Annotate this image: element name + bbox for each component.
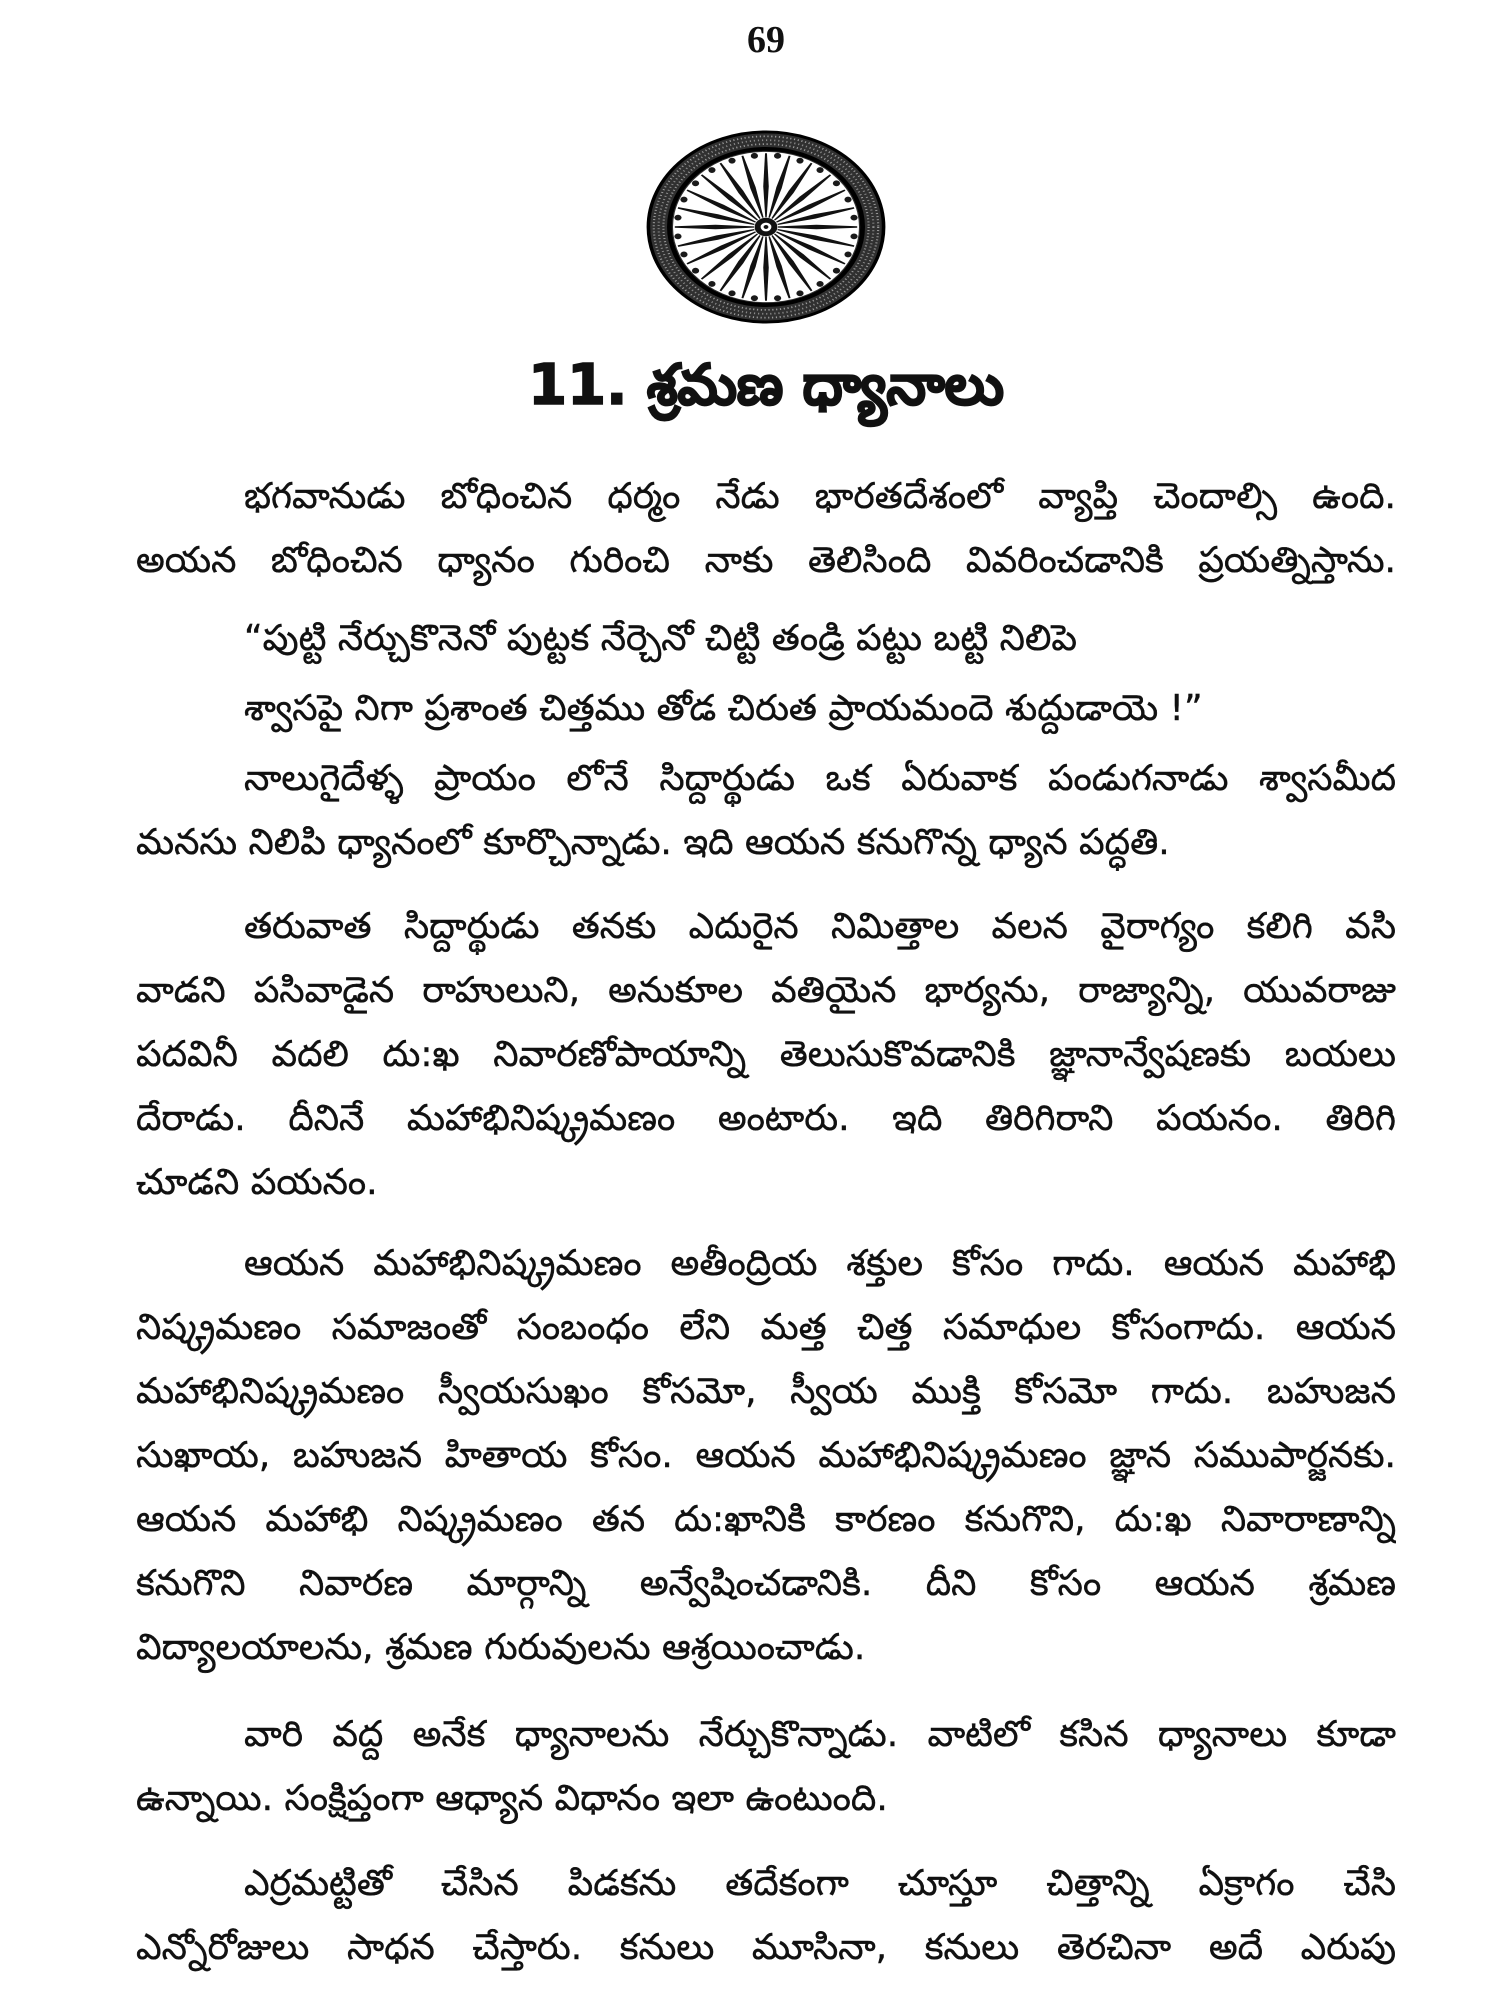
chakra-scallop [844,197,851,203]
text-line: మహాభినిష్క్రమణం స్వీయసుఖం కోసమో, స్వీయ ముక్తి కోసమో గాదు. బహుజన [136,1371,1396,1412]
chakra-scallop [816,167,823,173]
chakra-scallop [680,252,687,258]
verse [136,604,1396,744]
text-line: అయన బోధించిన ధ్యానం గురించి నాకు తెలిసింది వివరించడానికి ప్రయత్నిస్తాను. [136,540,1396,581]
page-number: 69 [747,19,785,61]
chakra-scallop [816,281,823,287]
text-line: నిష్క్రమణం సమాజంతో సంబంధం లేని మత్త చిత్త సమాధుల కోసంగాదు. ఆయన [136,1307,1396,1348]
verse-line: “పుట్టి నేర్చుకొనెనో పుట్టక నేర్చెనో చిట్టి తండ్రి పట్టు బట్టి నిలిపె [244,618,1077,659]
chakra-scallop [692,268,699,274]
text-line: తరువాత సిద్దార్థుడు తనకు ఎదురైన నిమిత్తాల వలన వైరాగ్యం కలిగి వసి [244,906,1396,947]
chakra-scallop [708,281,715,287]
chakra-scallop [833,268,840,274]
chakra-scallop [680,197,687,203]
text-line: విద్యాలయాలను, శ్రమణ గురువులను ఆశ్రయించాడు. [136,1627,866,1668]
chakra-scallop [850,233,857,239]
paragraph [136,465,1396,593]
chakra-scallop [728,158,735,164]
chakra-scallop [692,180,699,186]
text-line: ఉన్నాయి. సంక్షిప్తంగా ఆధ్యాన విధానం ఇలా ఉంటుంది. [136,1778,888,1819]
chakra-scallop [774,153,781,159]
chakra-scallop [774,295,781,301]
text-line: ఎర్రమట్టితో చేసిన పిడకను తదేకంగా చూస్తూ చిత్తాన్ని ఏక్రాగం చేసి [244,1863,1396,1904]
paragraph [136,1232,1396,1680]
text-line: మనసు నిలిపి ధ్యానంలో కూర్చొన్నాడు. ఇది ఆయన కనుగొన్న ధ్యాన పద్ధతి. [136,822,1170,863]
text-line: చూడని పయనం. [136,1162,378,1203]
chapter-title: 11. శ్రమణ ధ్యానాలు [528,353,1004,418]
chakra-scallop [796,158,803,164]
chakra-hub-center [764,225,769,229]
text-line: దేరాడు. దీనినే మహాభినిష్క్రమణం అంటారు. ఇది తిరిగిరాని పయనం. తిరిగి [136,1098,1396,1139]
text-line: ఆయన మహాభినిష్క్రమణం అతీంద్రియ శక్తుల కోసం గాదు. ఆయన మహాభి [244,1243,1396,1284]
text-line: ఎన్నోరోజులు సాధన చేస్తారు. కనులు మూసినా, కనులు తెరచినా అదే ఎరుపు [136,1927,1396,1968]
text-line: వారి వద్ద అనేక ధ్యానాలను నేర్చుకొన్నాడు. వాటిలో కసిన ధ్యానాలు కూడా [244,1714,1396,1755]
paragraph [136,1703,1396,1831]
text-line: పదవినీ వదలి దు:ఖ నివారణోపాయాన్ని తెలుసుకొవడానికి జ్ఞానాన్వేషణకు బయలు [136,1034,1396,1075]
chakra-scallop [751,295,758,301]
chakra-scallop [708,167,715,173]
chakra-scallop [833,180,840,186]
chapter-body [136,465,1396,1980]
chakra-scallop [751,153,758,159]
text-line: వాడని పసివాడైన రాహులుని, అనుకూల వతియైన భార్యను, రాజ్యాన్ని, యువరాజు [136,970,1396,1011]
text-line: భగవానుడు బోధించిన ధర్మం నేడు భారతదేశంలో వ్యాప్తి చెందాల్సి ఉంది. [244,476,1396,517]
text-line: సుఖాయ, బహుజన హితాయ కోసం. ఆయన మహాభినిష్క్రమణం జ్ఞాన సముపార్జనకు. [136,1435,1396,1476]
chakra-scallop [796,290,803,296]
paragraph [136,895,1396,1215]
verse-line: శ్వాసపై నిగా ప్రశాంత చిత్తము తోడ చిరుత ప్రాయమందె శుద్దుడాయె !” [244,688,1203,729]
paragraph [136,747,1396,875]
paragraph [136,1852,1396,1980]
chakra-scallop [674,233,681,239]
chakra-scallop [850,215,857,221]
chakra-scallop [674,215,681,221]
chakra-scallop [728,290,735,296]
text-line: నాలుగైదేళ్ళ ప్రాయం లోనే సిద్దార్థుడు ఒక ఏరువాక పండుగనాడు శ్వాసమీద [244,758,1396,799]
dharma-chakra-icon [646,130,886,324]
chakra-scallop [844,252,851,258]
chakra-graphic [646,130,886,324]
text-line: కనుగొని నివారణ మార్గాన్ని అన్వేషించడానికి. దీని కోసం ఆయన శ్రమణ [136,1563,1396,1604]
text-line: ఆయన మహాభి నిష్క్రమణం తన దు:ఖానికి కారణం కనుగొని, దు:ఖ నివారాణాన్ని [136,1499,1396,1540]
